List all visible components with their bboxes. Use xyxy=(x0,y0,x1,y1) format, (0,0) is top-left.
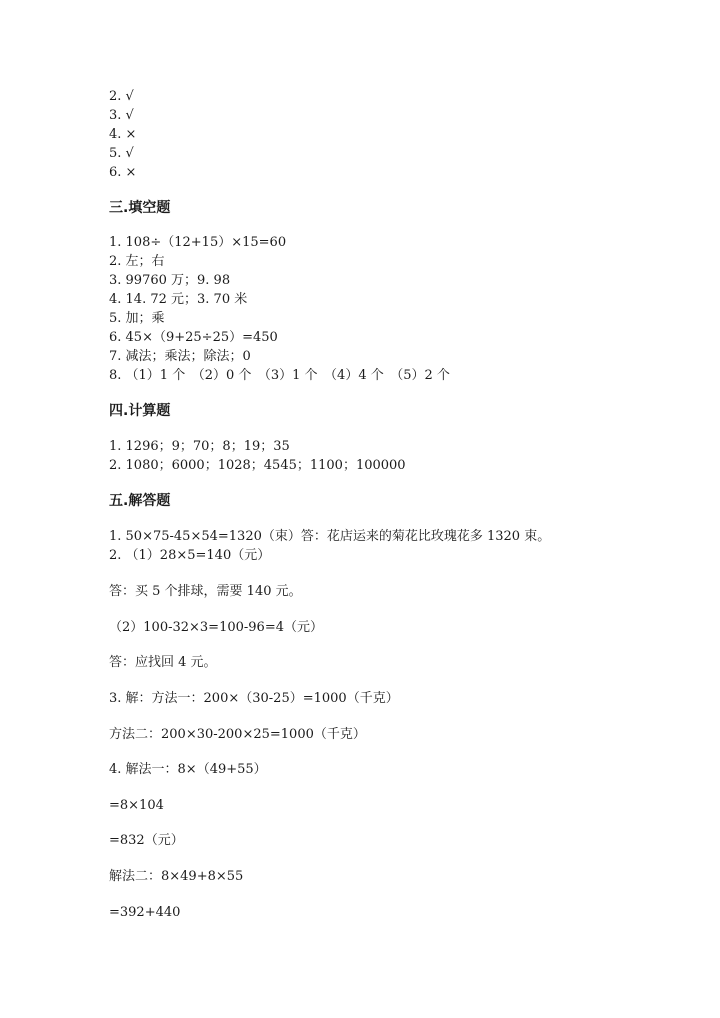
answer-line: 2. （1）28×5=140（元） xyxy=(109,548,271,563)
answer-line: =832（元） xyxy=(109,833,184,848)
answer-line: 6. 45×（9+25÷25）=450 xyxy=(109,330,278,345)
answer-line: 6. × xyxy=(109,165,137,180)
answer-line: 8. （1）1 个 （2）0 个 （3）1 个 （4）4 个 （5）2 个 xyxy=(109,368,450,383)
answer-line: 1. 1296；9；70；8；19；35 xyxy=(109,439,290,454)
answer-line: 3. 解：方法一：200×（30-25）=1000（千克） xyxy=(109,691,399,706)
answer-line: 4. 解法一：8×（49+55） xyxy=(109,762,267,777)
answer-line: 2. √ xyxy=(109,89,134,104)
answer-line: 5. √ xyxy=(109,146,134,161)
answer-line: 4. 14. 72 元；3. 70 米 xyxy=(109,292,248,307)
answer-line: （2）100-32×3=100-96=4（元） xyxy=(109,620,323,635)
answer-line: 答：应找回 4 元。 xyxy=(109,655,217,670)
section-heading-word-problems: 五.解答题 xyxy=(109,493,171,509)
answer-line: 5. 加；乘 xyxy=(109,311,165,326)
answer-line: 2. 左；右 xyxy=(109,254,165,269)
answer-line: 答：买 5 个排球，需要 140 元。 xyxy=(109,584,302,599)
section-heading-fill-in: 三.填空题 xyxy=(109,200,171,216)
answer-line: =392+440 xyxy=(109,905,181,920)
answer-line: =8×104 xyxy=(109,798,164,813)
answer-line: 1. 108÷（12+15）×15=60 xyxy=(109,235,287,250)
answer-line: 解法二：8×49+8×55 xyxy=(109,869,244,884)
answer-line: 方法二：200×30-200×25=1000（千克） xyxy=(109,727,366,742)
answer-line: 4. × xyxy=(109,127,137,142)
section-heading-calculation: 四.计算题 xyxy=(109,403,171,419)
answer-line: 1. 50×75-45×54=1320（束）答：花店运来的菊花比玫瑰花多 1320 束。 xyxy=(109,529,551,544)
answer-line: 3. 99760 万；9. 98 xyxy=(109,273,231,288)
answer-line: 7. 减法；乘法；除法；0 xyxy=(109,349,251,364)
answer-line: 2. 1080；6000；1028；4545；1100；100000 xyxy=(109,458,406,473)
answer-line: 3. √ xyxy=(109,108,134,123)
